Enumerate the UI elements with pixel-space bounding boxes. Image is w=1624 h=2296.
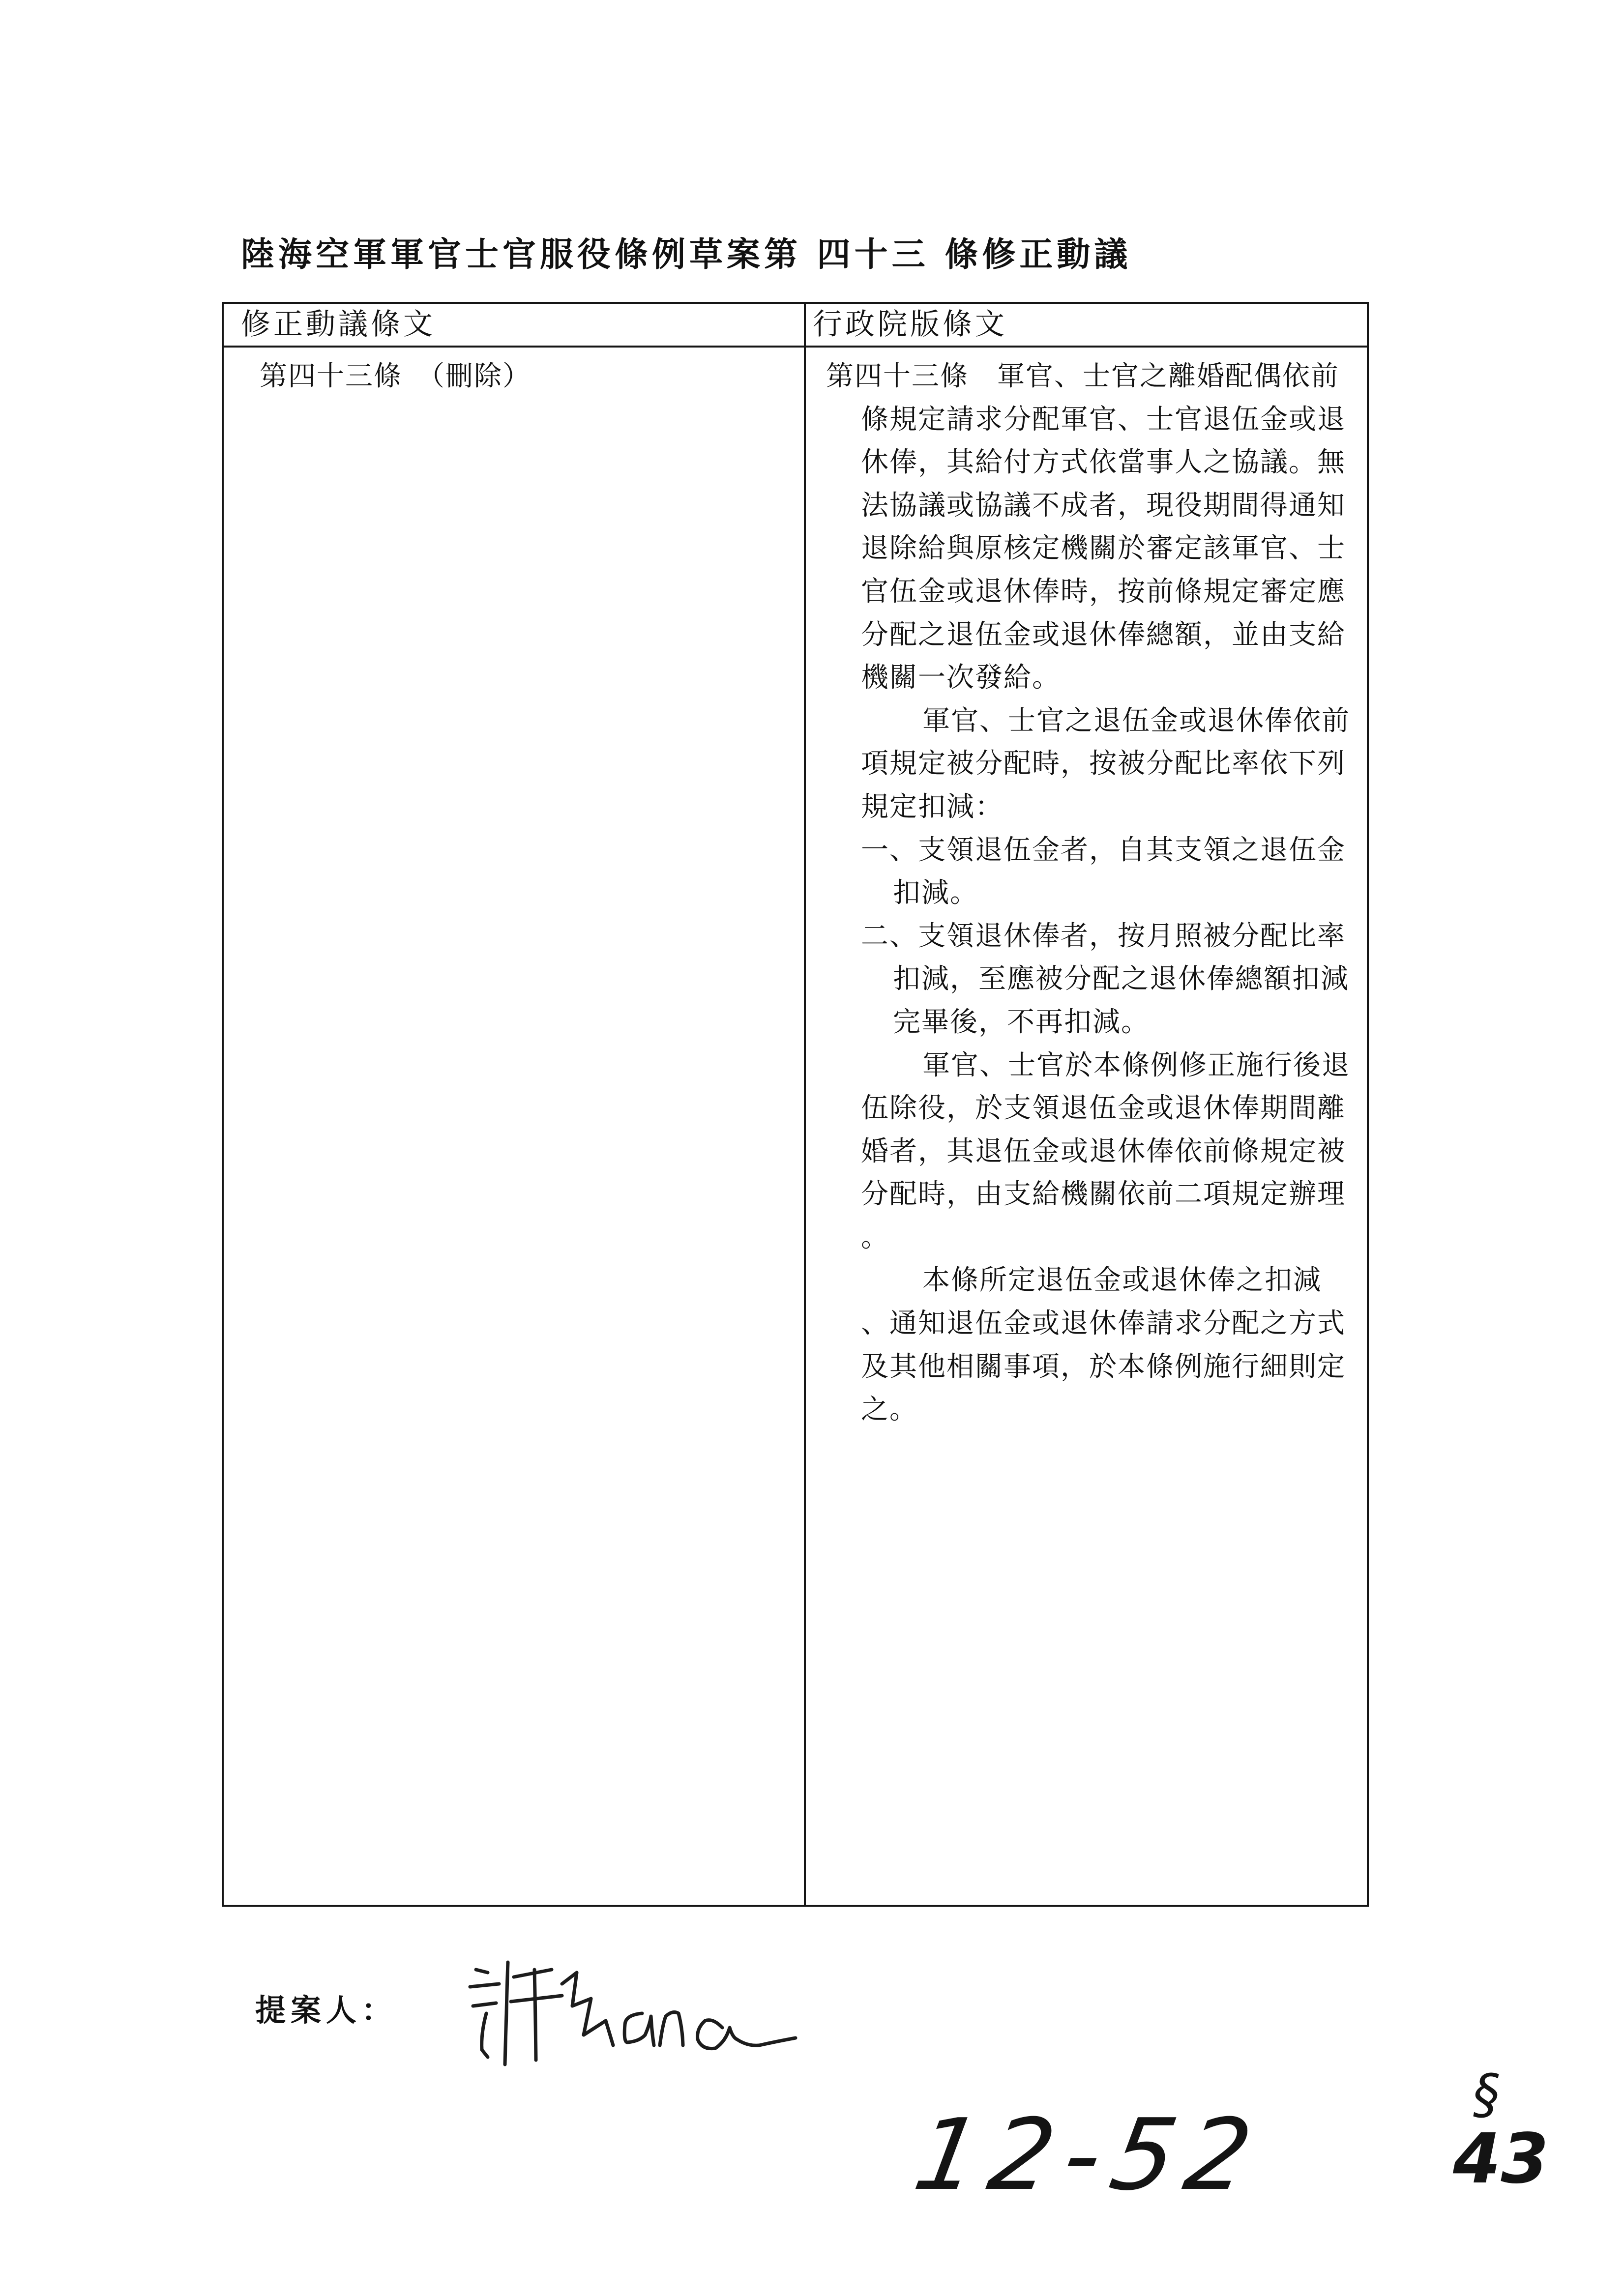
article-text-line: 法協議或協議不成者，現役期間得通知	[861, 489, 1346, 522]
handwritten-section-mark: §	[1473, 2063, 1500, 2125]
article-text-line: 退除給與原核定機關於審定該軍官、士	[861, 532, 1346, 565]
executive-column-header: 行政院版條文	[813, 307, 1007, 342]
amendment-column-header: 修正動議條文	[241, 307, 436, 342]
article-list-item-line: 一、支領退伍金者，自其支領之退伍金	[861, 834, 1346, 866]
article-text-line: 本條所定退伍金或退休俸之扣減	[922, 1264, 1322, 1297]
proposer-label: 提案人：	[255, 1992, 397, 2028]
article-text-line: 伍除役，於支領退伍金或退休俸期間離	[861, 1092, 1346, 1125]
article-text-line: 官伍金或退休俸時，按前條規定審定應	[861, 575, 1346, 608]
amendment-article-text: 第四十三條 （刪除）	[260, 360, 531, 392]
article-text-line: 項規定被分配時，按被分配比率依下列	[861, 748, 1346, 780]
article-text-line: 規定扣減：	[861, 790, 1004, 823]
article-text-line: 分配之退伍金或退休俸總額，並由支給	[861, 618, 1346, 651]
article-list-item-line: 二、支領退休俸者，按月照被分配比率	[861, 920, 1346, 952]
article-text-line: 條規定請求分配軍官、士官退伍金或退	[861, 403, 1346, 436]
article-text-line: 軍官、士官於本條例修正施行後退	[922, 1049, 1350, 1081]
article-text-line: 第四十三條 軍官、士官之離婚配偶依前	[826, 360, 1339, 392]
handwritten-article-number: 43	[1453, 2119, 1549, 2199]
executive-version-article-text	[826, 355, 1364, 1431]
comparison-table	[222, 302, 1369, 1907]
article-text-line: 婚者，其退伍金或退休俸依前條規定被	[861, 1135, 1346, 1167]
article-list-item-line: 完畢後，不再扣減。	[893, 1006, 1150, 1038]
article-text-line: 軍官、士官之退伍金或退休俸依前	[922, 704, 1350, 737]
article-text-line: 休俸，其給付方式依當事人之協議。無	[861, 446, 1346, 479]
article-text-line: 分配時，由支給機關依前二項規定辦理	[861, 1178, 1346, 1211]
article-text-line: 、通知退伍金或退休俸請求分配之方式	[861, 1308, 1346, 1340]
article-list-item-line: 扣減。	[893, 877, 978, 909]
table-header-rule	[224, 346, 1367, 348]
handwritten-signature	[467, 1955, 801, 2073]
article-list-item-line: 扣減，至應被分配之退休俸總額扣減	[893, 963, 1349, 995]
article-text-line: 之。	[861, 1394, 918, 1426]
table-column-divider	[804, 304, 806, 1905]
article-text-line: 。	[861, 1221, 889, 1253]
document-title: 陸海空軍軍官士官服役條例草案第 四十三 條修正動議	[241, 235, 1132, 274]
handwritten-reference-number: 12-52	[906, 2098, 1271, 2212]
article-text-line: 及其他相關事項，於本條例施行細則定	[861, 1350, 1346, 1383]
article-text-line: 機關一次發給。	[861, 662, 1061, 694]
